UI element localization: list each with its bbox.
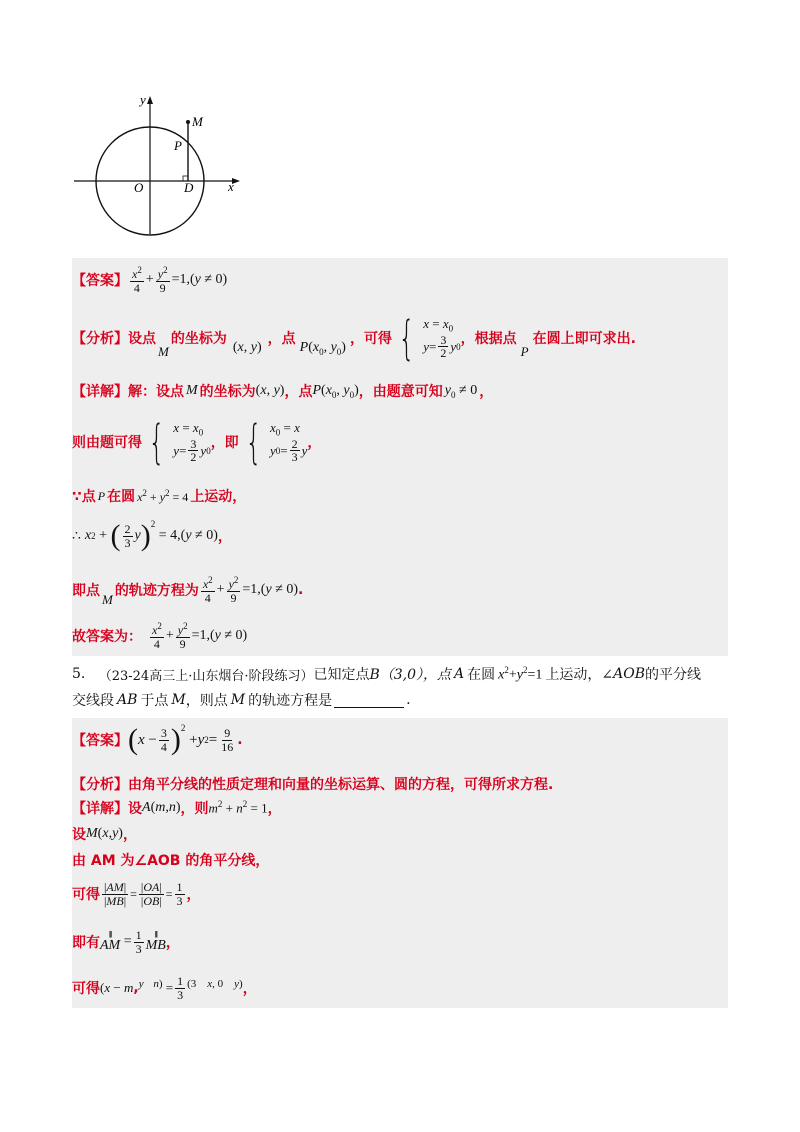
detail-text: 则由题可得 [72, 435, 142, 451]
analysis-text: ，可得 [349, 331, 392, 347]
coord-xy: (x, y) [255, 383, 285, 398]
detail-tag: 【详解】 [72, 801, 128, 817]
detail-text: 上运动， [190, 489, 247, 505]
q5-detail-line5 [72, 920, 180, 964]
detail-text: ，则 [180, 801, 209, 817]
var-m: M [102, 592, 113, 607]
q5-stem-line1 [72, 662, 701, 686]
label-y: y [140, 92, 146, 107]
answer-formula: $\frac{x^2}{4}$ + $\frac{y^2}{9}$ =1,( y ≠ 0) [132, 264, 228, 295]
stem-text: 已知定点 [313, 667, 370, 683]
detail-text: 的坐标为 [199, 384, 256, 400]
stem-angle-aob: AOB [613, 666, 646, 682]
var-p: P [97, 488, 106, 503]
detail-text: 设 [72, 827, 86, 843]
system-3: { $x_0 = x$ y 0 = $\frac{2}{3}$ y [245, 415, 308, 469]
trajectory-eq: $\frac{x^2}{4}$ + $\frac{y^2}{9}$ =1,( y ≠ 0) [202, 574, 299, 605]
label-m: M [192, 114, 203, 129]
analysis-text: 在圆上即可求出. [532, 331, 636, 347]
answer-formula: ( x − $\frac{3}{4}$ ) $^2$ + y 2 = $\frac{9}{16}$ [128, 723, 234, 756]
ratio-eq: $\frac{|AM|}{|MB|}$ = $\frac{|OA|}{|OB|}$ = $\frac{1}{3}$ [104, 879, 183, 908]
stem-point-m: M [171, 692, 186, 708]
analysis-text: ，点 [267, 331, 296, 347]
q5-detail-line1 [72, 796, 282, 820]
detail-tag: 【详解】 [72, 384, 128, 400]
question-source: （23-24高三上·山东烟台·阶段练习） [98, 668, 314, 684]
detail-text: ， [307, 435, 322, 451]
point-p-coord: $P(x_0$, $y_0$) [312, 382, 359, 400]
q5-stem-line2 [72, 688, 411, 712]
var-m: M [186, 383, 198, 398]
label-d: D [184, 180, 194, 195]
q5-detail-line4 [72, 874, 201, 914]
var-m: M [158, 344, 169, 359]
stem-text: 的平分线 [645, 667, 702, 683]
point-a-coord: A(m,n) [142, 800, 181, 815]
detail-text: ，由题意可知 [358, 384, 443, 400]
analysis-tag: 【分析】 [72, 331, 128, 347]
q4-detail-line4 [72, 514, 232, 558]
stem-point-a: A [454, 666, 465, 682]
coord-xy: (x, y) [232, 340, 262, 355]
substituted-eq: x 2 + ( $\frac{2}{3}$ y ) $^2$ = 4,( y ≠ 0) [84, 519, 218, 552]
detail-text: 的轨迹方程为 [114, 583, 199, 599]
stem-text: 于点 [140, 693, 169, 709]
answer-tag: 【答案】 [72, 273, 128, 289]
detail-text: ，即 [210, 435, 239, 451]
detail-text: ， [122, 827, 137, 843]
stem-text: ，则点 [185, 693, 228, 709]
detail-text: 解：设点 [128, 384, 184, 400]
q5-answer-line: 【答案】 ( x − $\frac{3}{4}$ ) $^2$ + y 2 = $\frac{9}{16}$ . [72, 723, 243, 756]
stem-text: 交线段 [72, 693, 114, 709]
final-answer-eq: $\frac{x^2}{4}$ + $\frac{y^2}{9}$ =1,( y ≠ 0) [152, 620, 248, 651]
therefore-symbol: ∴ [72, 528, 81, 544]
q4-detail-line1 [72, 378, 493, 404]
answer-blank[interactable] [334, 693, 404, 708]
component-eq: ( x − m , y n ) = $\frac{1}{3}$ (3 x, 0 y) [100, 973, 243, 1002]
label-o: O [134, 180, 144, 195]
point-m [186, 120, 190, 124]
stem-circle-eq: $x^2+y^2=1$ [498, 664, 543, 683]
circle-eq: $x^2 + y^2 = 4$ [137, 487, 189, 504]
final-answer-label: 故答案为： [72, 629, 142, 645]
point-p-coord: $P(x_0$, $y_0$) [299, 339, 346, 357]
detail-text: 由 AM 为∠AOB 的角平分线， [72, 853, 270, 869]
answer-tag: 【答案】 [72, 733, 128, 749]
detail-text: 在圆 [107, 489, 136, 505]
y-axis-arrow [147, 96, 153, 104]
analysis-text: 设点 [128, 331, 156, 347]
label-x: x [228, 179, 234, 194]
analysis-tag: 【分析】 [72, 777, 128, 793]
q4-detail-line2 [72, 412, 321, 472]
detail-text: ∵点 [72, 489, 96, 505]
q4-final-line [72, 616, 247, 656]
stem-text: 的轨迹方程是 [248, 693, 333, 709]
detail-text: ， [267, 801, 282, 817]
stem-text: . [406, 692, 411, 708]
q4-answer-line [72, 262, 227, 298]
q4-analysis-line [72, 308, 636, 368]
system-1: { $x = x_0$ y = $\frac{3}{2}$ y 0 [398, 311, 461, 365]
point-m-coord: M(x,y) [86, 826, 123, 841]
q5-analysis-line [72, 772, 553, 796]
detail-text: ， [217, 529, 232, 545]
q5-detail-line3 [72, 848, 269, 872]
var-p: P [520, 344, 529, 359]
q5-detail-line6 [72, 970, 257, 1006]
question-number: 5. [72, 666, 86, 682]
q5-detail-line2 [72, 822, 137, 846]
mn-eq: $m^2 + n^2 = 1$ [208, 799, 268, 816]
detail-text: 可得 [72, 981, 100, 997]
stem-segment-ab: AB [117, 692, 138, 708]
analysis-text: ，根据点 [460, 331, 517, 347]
detail-text: ， [242, 981, 257, 997]
detail-text: ，点 [284, 384, 313, 400]
stem-point-b: B（3,0），点 [369, 667, 452, 683]
circle-figure [70, 92, 250, 242]
detail-text: 即点 [72, 583, 100, 599]
analysis-text: 的坐标为 [170, 331, 227, 347]
stem-text: 上运动，∠ [545, 667, 614, 683]
q4-detail-line5 [72, 568, 303, 612]
detail-text: ， [186, 887, 201, 903]
analysis-text: 由角平分线的性质定理和向量的坐标运算、圆的方程，可得所求方程. [128, 777, 554, 793]
label-p: P [174, 138, 182, 153]
detail-text: 可得 [72, 887, 100, 903]
detail-text: 设 [128, 801, 142, 817]
q4-detail-line3 [72, 484, 246, 508]
stem-point-m: M [230, 692, 246, 708]
detail-text: ， [479, 384, 494, 400]
detail-text: . [298, 582, 304, 598]
stem-text: 在圆 [467, 667, 496, 683]
system-2: { $x = x_0$ y = $\frac{3}{2}$ y 0 [148, 415, 211, 469]
detail-text: 即有 [72, 935, 100, 951]
y0-nonzero: $y_0 \ne 0$ [444, 382, 478, 400]
detail-text: ， [165, 935, 180, 951]
vector-eq: |||||| AM = $\frac{1}{3}$ |||||| MB [100, 927, 166, 956]
